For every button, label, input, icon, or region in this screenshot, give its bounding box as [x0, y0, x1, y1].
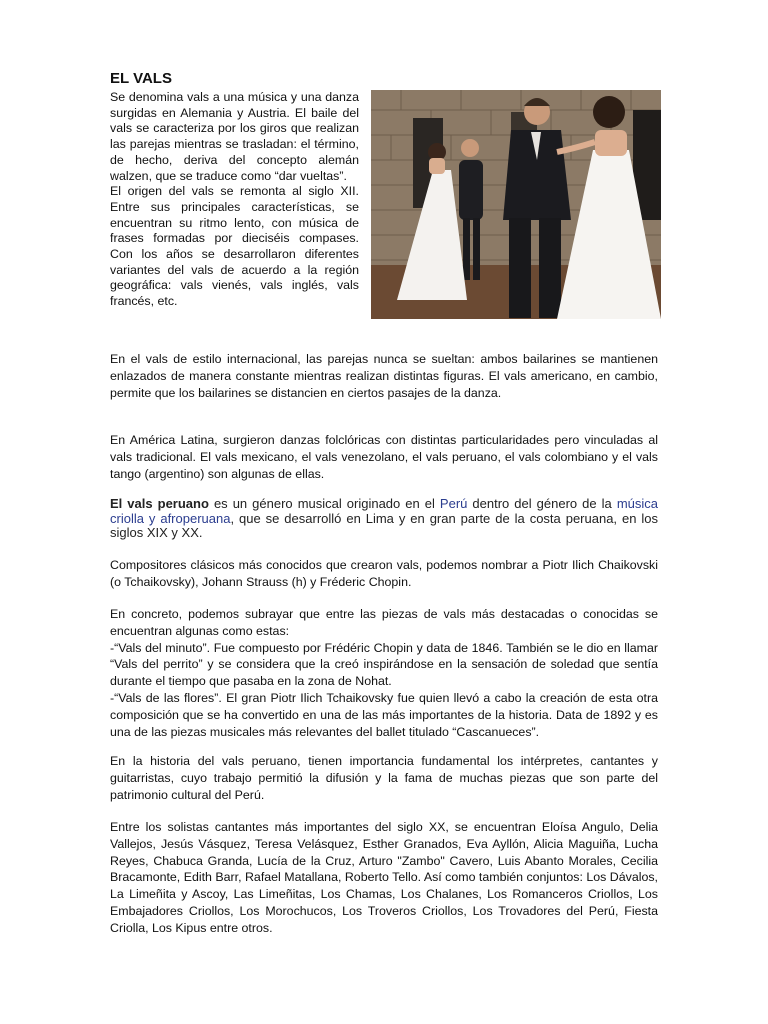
paragraph-vals-peruano: [110, 497, 658, 541]
paragraph-notable-pieces: [110, 606, 658, 740]
intro-text: [110, 90, 359, 310]
list-item: -“Vals del minuto”. Fue compuesto por Frédéric Chopin y data de 1846. También se le dio en llamar “Vals del perrito” y se considera que la creó inspirándose en la sensación de soledad que sentía durante el tiempo que pasaba en la zona de Nohat.: [110, 640, 658, 689]
vals-peruano-bold: El vals peruano: [110, 496, 209, 511]
vals-peruano-text-1: es un género musical originado en el: [208, 496, 440, 511]
intro-paragraph-1: Se denomina vals a una música y una danza surgidas en Alemania y Austria. El baile del vals se caracteriza por los giros que realizan las parejas mientras se trasladan: el término, de hecho, deriva del concepto alemán walzen, que se traduce como “dar vueltas”.: [110, 90, 359, 183]
waltz-dancers-photo: [371, 90, 661, 319]
intro-paragraph-2: El origen del vals se remonta al siglo XII. Entre sus principales características, se encuentran su ritmo lento, con música de frases formadas por dieciséis compases. Con los años se desarrollaron diferentes variantes del vals de acuerdo a la región geográfica: vals vienés, vals inglés, vals francés, etc.: [110, 184, 359, 309]
list-item: -“Vals de las flores”. El gran Piotr Ilich Tchaikovsky fue quien llevó a cabo la creación de esta otra composición que se ha convertido en una de las más importantes de la historia. Data de 1892 y es una de las piezas musicales más relevantes del ballet titulado “Cascanueces”.: [110, 690, 658, 739]
paragraph-latin-america: En América Latina, surgieron danzas folclóricas con distintas particularidades pero vinculadas al vals tradicional. El vals mexicano, el vals venezolano, el vals peruano, el vals colombiano y el vals tango (argentino) son algunas de ellas.: [110, 433, 658, 481]
musica-criolla-link[interactable]: música criolla y afroperuana: [110, 496, 658, 526]
paragraph-international-style: En el vals de estilo internacional, las parejas nunca se sueltan: ambos bailarines se mantienen enlazados de manera constante mientras realizan distintas figuras. El vals americano, en cambio, permite que los bailarines se distancien en ciertos pasajes de la danza.: [110, 352, 658, 400]
paragraph-history: En la historia del vals peruano, tienen importancia fundamental los intérpretes, cantantes y guitarristas, cuyo trabajo permitió la difusión y la fama de muchas piezas que son parte del patrimonio cultural del Perú.: [110, 754, 658, 802]
vals-peruano-text-2: dentro del género de la: [467, 496, 617, 511]
waltz-dancers-illustration: [371, 90, 661, 319]
peru-link[interactable]: Perú: [439, 496, 468, 511]
notable-pieces-intro: En concreto, podemos subrayar que entre las piezas de vals más destacadas o conocidas se encuentran algunas como estas:: [110, 607, 658, 638]
paragraph-soloists: Entre los solistas cantantes más importantes del siglo XX, se encuentran Eloísa Angulo, Delia Vallejos, Jesús Vásquez, Teresa Velásquez, Esther Granados, Eva Ayllón, Alicia Maguiña, Lucha Reyes, Chabuca Granda, Lucía de la Cruz, Arturo "Zambo" Cavero, Luis Abanto Morales, Cecilia Bracamonte, Edith Barr, Rafael Matallana, Roberto Tello. Así como también conjuntos: Los Dávalos, La Limeñita y Ascoy, Las Limeñitas, Los Chamas, Los Chalanes, Los Romanceros Criollos, Los Embajadores Criollos, Los Morochucos, Los Troveros Criollos, Los Trovadores del Perú, Fiesta Criolla, Los Kipus entre otros.: [110, 820, 658, 935]
paragraph-composers: Compositores clásicos más conocidos que crearon vals, podemos nombrar a Piotr Ilich Chaikovski (o Tchaikovsky), Johann Strauss (h) y Fréderic Chopin.: [110, 558, 658, 589]
vals-peruano-text-3: , que se desarrolló en Lima y en gran parte de la costa peruana, en los siglos XIX y XX.: [110, 510, 658, 540]
page-title: EL VALS: [110, 70, 172, 87]
